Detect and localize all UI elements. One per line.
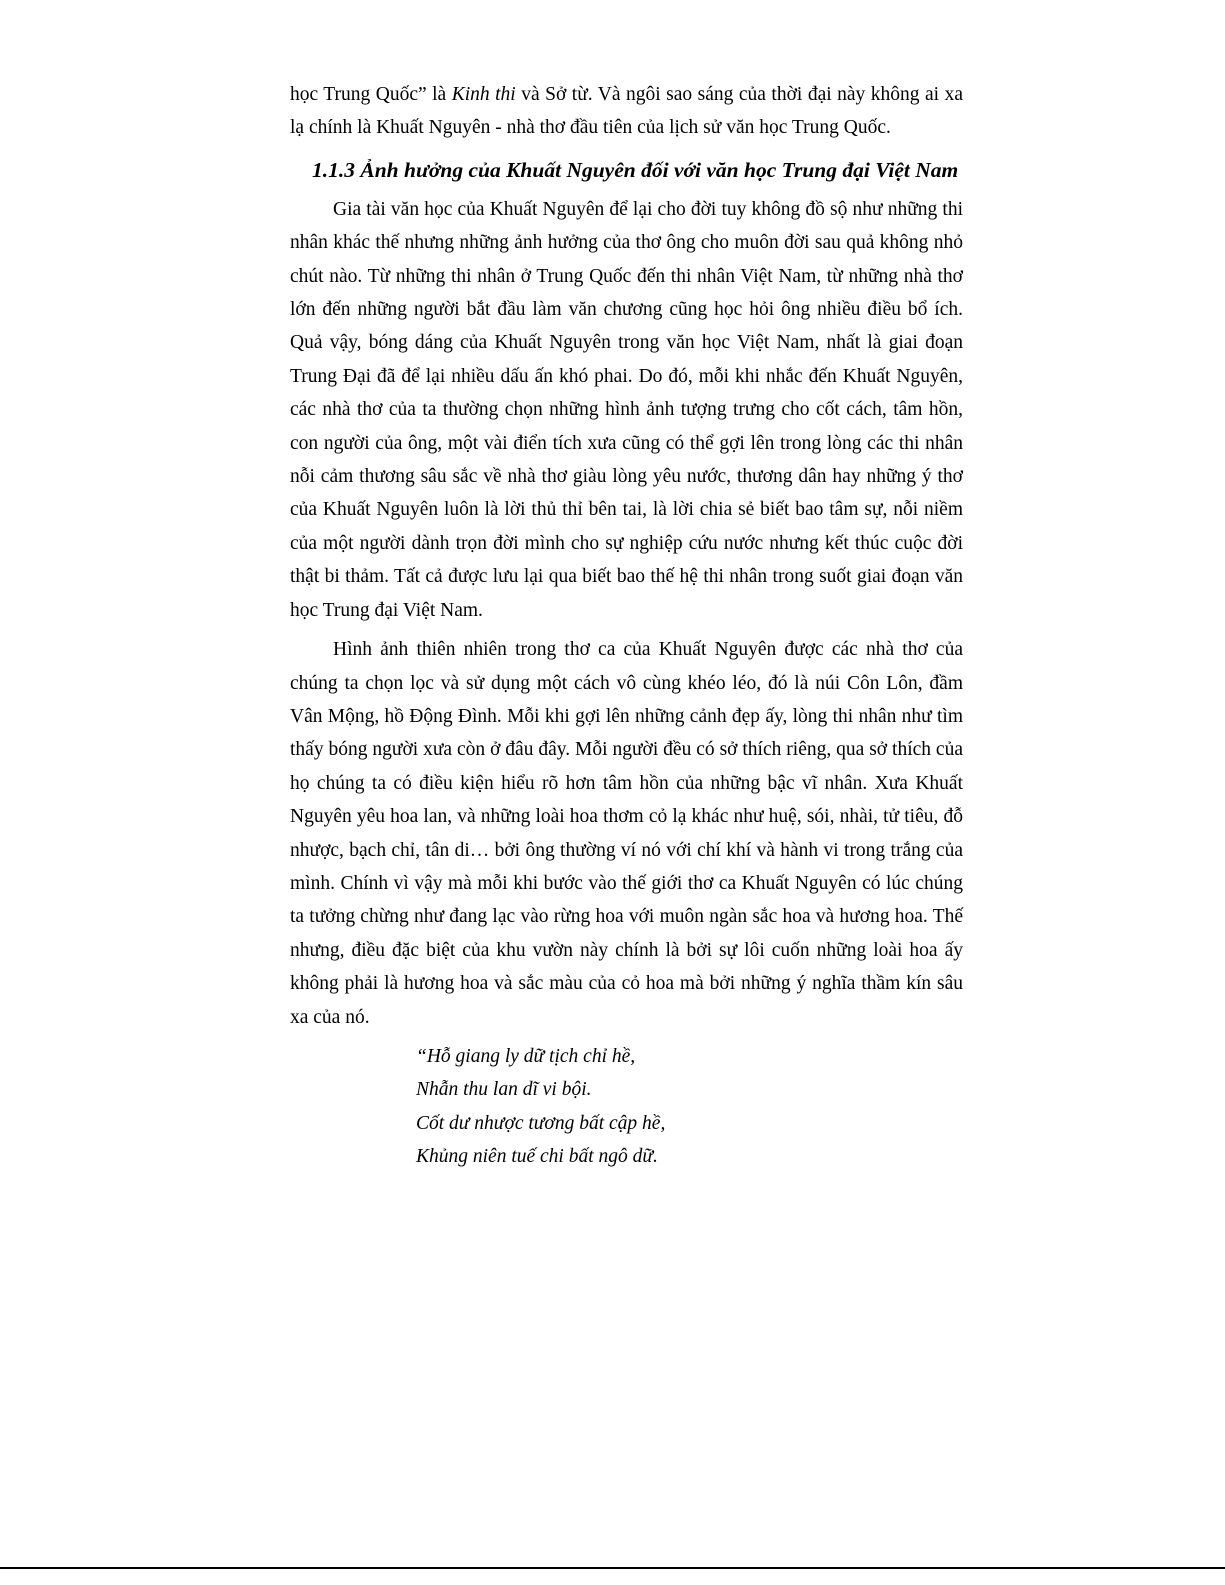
poem-line-3: Cốt dư nhược tương bất cập hề,: [416, 1112, 666, 1134]
document-page: [290, 78, 963, 1174]
body-paragraph-2: Hình ảnh thiên nhiên trong thơ ca của Khuất Nguyên được các nhà thơ của chúng ta chọn lọc và sử dụng một cách vô cùng khéo léo, đó là núi Côn Lôn, đầm Vân Mộng, hồ Động Đình. Mỗi khi gợi lên những cảnh đẹp ấy, lòng thi nhân như tìm thấy bóng người xưa còn ở đâu đây. Mỗi người đều có sở thích riêng, qua sở thích của họ chúng ta có điều kiện hiểu rõ hơn tâm hồn của những bậc vĩ nhân. Xưa Khuất Nguyên yêu hoa lan, và những loài hoa thơm cỏ lạ khác như huệ, sói, nhài, tử tiêu, đỗ nhược, bạch chỉ, tân di… bởi ông thường ví nó với chí khí và hành vi trong trắng của mình. Chính vì vậy mà mỗi khi bước vào thế giới thơ ca Khuất Nguyên có lúc chúng ta tưởng chừng như đang lạc vào rừng hoa với muôn ngàn sắc hoa và hương hoa. Thế nhưng, điều đặc biệt của khu vườn này chính là bởi sự lôi cuốn những loài hoa ấy không phải là hương hoa và sắc màu của cỏ hoa mà bởi những ý nghĩa thầm kín sâu xa của nó.: [290, 639, 963, 1028]
poem-line-1: “Hỗ giang ly dữ tịch chỉ hề,: [416, 1045, 636, 1067]
intro-text-start: học Trung Quốc” là: [290, 84, 452, 105]
intro-text-end: và Sở từ. Và ngôi sao sáng của thời đại này không ai xa lạ chính là Khuất Nguyên - nhà thơ đầu tiên của lịch sử văn học Trung Quốc.: [290, 84, 963, 139]
poem-line-2: Nhẫn thu lan dĩ vi bội.: [416, 1079, 592, 1101]
poem-quote: [416, 1040, 963, 1174]
intro-italic-title: Kinh thi: [451, 84, 516, 105]
bottom-divider: [0, 1567, 1225, 1569]
section-heading: 1.1.3 Ảnh hưởng của Khuất Nguyên đối với văn học Trung đại Việt Nam: [312, 157, 959, 182]
body-paragraph-1: Gia tài văn học của Khuất Nguyên để lại cho đời tuy không đồ sộ như những thi nhân khác thế nhưng những ảnh hưởng của thơ ông cho muôn đời sau quả không nhỏ chút nào. Từ những thi nhân ở Trung Quốc đến thi nhân Việt Nam, từ những nhà thơ lớn đến những người bắt đầu làm văn chương cũng học hỏi ông nhiều điều bổ ích. Quả vậy, bóng dáng của Khuất Nguyên trong văn học Việt Nam, nhất là giai đoạn Trung Đại đã để lại nhiều dấu ấn khó phai. Do đó, mỗi khi nhắc đến Khuất Nguyên, các nhà thơ của ta thường chọn những hình ảnh tượng trưng cho cốt cách, tâm hồn, con người của ông, một vài điển tích xưa cũng có thể gợi lên trong lòng các thi nhân nỗi cảm thương sâu sắc về nhà thơ giàu lòng yêu nước, thương dân hay những ý thơ của Khuất Nguyên luôn là lời thủ thỉ bên tai, là lời chia sẻ biết bao tâm sự, nỗi niềm của một người dành trọn đời mình cho sự nghiệp cứu nước nhưng kết thúc cuộc đời thật bi thảm. Tất cả được lưu lại qua biết bao thế hệ thi nhân trong suốt giai đoạn văn học Trung đại Việt Nam.: [290, 198, 963, 621]
intro-paragraph: [290, 78, 963, 145]
poem-line-4: Khủng niên tuế chi bất ngô dữ.: [416, 1146, 658, 1168]
